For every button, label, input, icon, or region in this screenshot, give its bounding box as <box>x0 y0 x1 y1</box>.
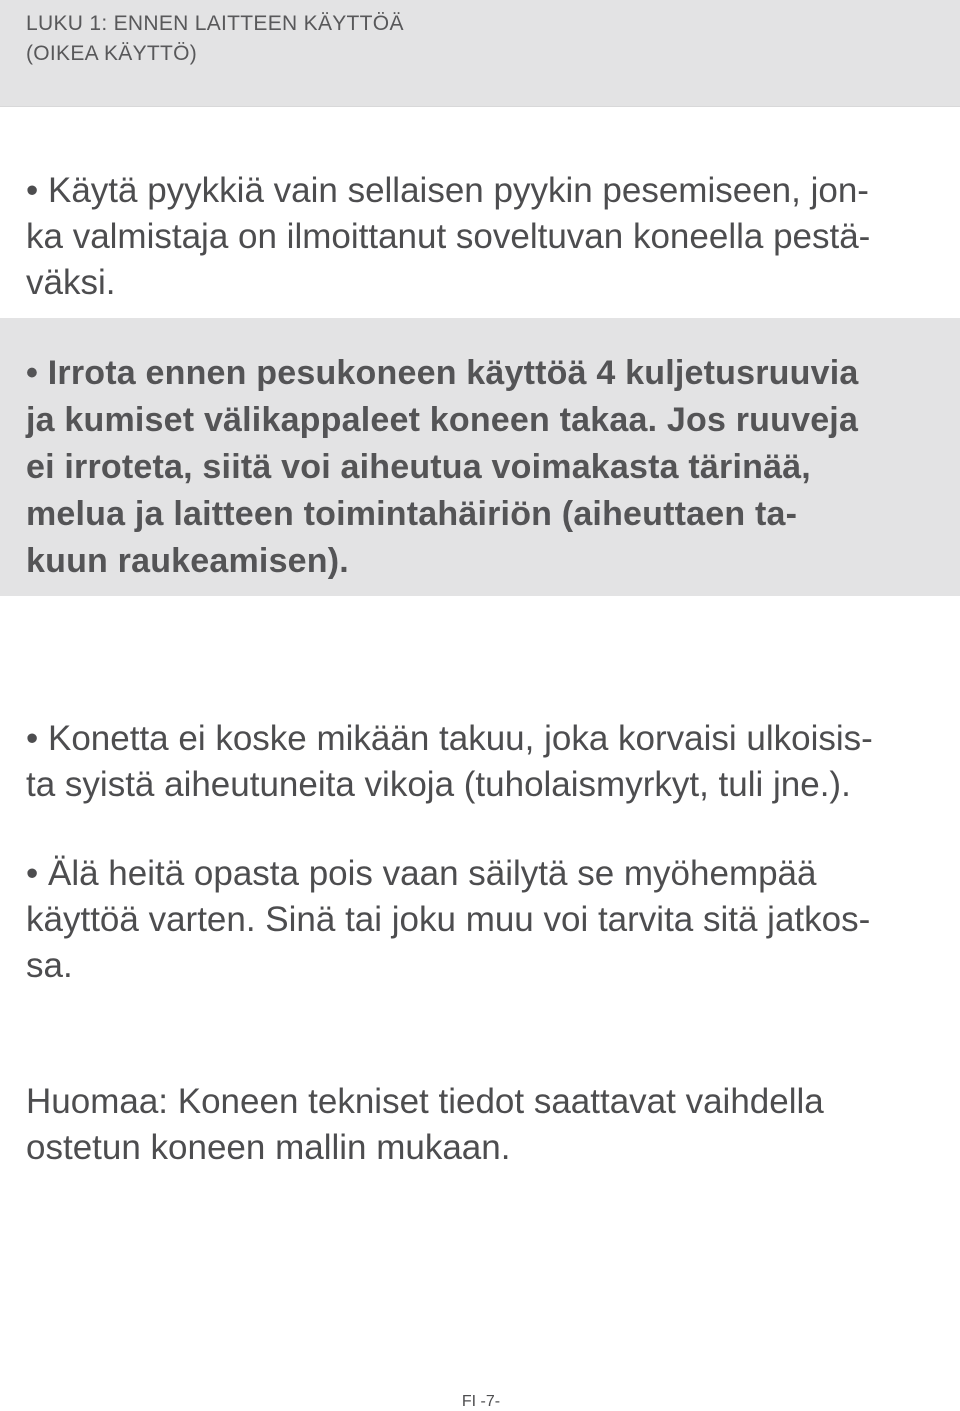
page-footer <box>0 1393 960 1411</box>
warning-paragraph-transport-bolts <box>26 350 858 585</box>
paragraph-line: • Älä heitä opasta pois vaan säilytä se myöhempää <box>26 854 817 893</box>
paragraph-line: • Käytä pyykkiä vain sellaisen pyykin pesemiseen, jon- <box>26 171 869 210</box>
chapter-subtitle: (OIKEA KÄYTTÖ) <box>26 42 198 65</box>
instruction-paragraph-keep-manual <box>26 851 870 989</box>
paragraph-line: väksi. <box>26 263 116 302</box>
paragraph-line: ja kumiset välikappaleet koneen takaa. Jos ruuveja <box>26 401 859 439</box>
paragraph-line: kuun raukeamisen). <box>26 542 349 580</box>
instruction-paragraph-warranty <box>26 716 873 808</box>
paragraph-line: • Irrota ennen pesukoneen käyttöä 4 kuljetusruuvia <box>26 354 859 392</box>
paragraph-line: • Konetta ei koske mikään takuu, joka korvaisi ulkoisis- <box>26 719 873 758</box>
note-paragraph <box>26 1079 824 1171</box>
paragraph-line: sa. <box>26 946 73 985</box>
paragraph-line: käyttöä varten. Sinä tai joku muu voi tarvita sitä jatkos- <box>26 900 871 939</box>
paragraph-line: ostetun koneen mallin mukaan. <box>26 1128 511 1167</box>
paragraph-line: ta syistä aiheutuneita vikoja (tuholaismyrkyt, tuli jne.). <box>26 765 851 804</box>
paragraph-line: Huomaa: Koneen tekniset tiedot saattavat vaihdella <box>26 1082 824 1121</box>
instruction-paragraph-laundry <box>26 168 870 306</box>
chapter-header <box>0 0 960 107</box>
paragraph-line: melua ja laitteen toimintahäiriön (aiheuttaen ta- <box>26 495 798 533</box>
chapter-title: LUKU 1: ENNEN LAITTEEN KÄYTTÖÄ <box>26 12 404 35</box>
page-number: FI -7- <box>461 1393 501 1410</box>
paragraph-line: ka valmistaja on ilmoittanut soveltuvan koneella pestä- <box>26 217 871 256</box>
paragraph-line: ei irroteta, siitä voi aiheutua voimakasta tärinää, <box>26 448 811 486</box>
